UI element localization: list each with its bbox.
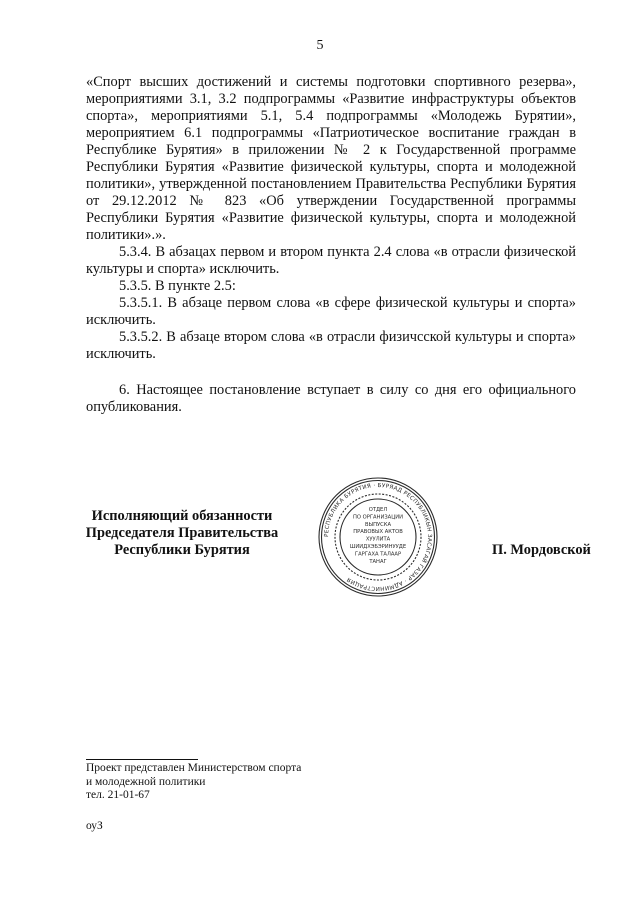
signatory-title-line: Председателя Правительства <box>85 525 279 541</box>
item-5-3-4: 5.3.4. В абзацах первом и втором пункта 2.4 слова «в отрасли физической культуры и спорта» исключить. <box>86 244 576 277</box>
footnote-divider <box>86 759 198 760</box>
signatory-title-line: Исполняющий обязанности <box>91 508 273 524</box>
official-seal-stamp <box>316 475 440 599</box>
signatory-title <box>72 508 292 559</box>
footnote-phone: тел. 21-01-67 <box>86 789 150 801</box>
seal-center-line: ВЫПУСКА <box>364 521 392 528</box>
signatory-title-line: Республики Бурятия <box>114 542 250 558</box>
seal-ring-text: РЕСПУБЛИКА БУРЯТИЯ · БУРЯАД РЕСПУБЛИКЫН ЗАСАГАЙ ГАЗАР · АДМИНИСТРАЦИЯ <box>323 482 433 592</box>
footnote <box>86 762 301 803</box>
paragraph-continuation: «Спорт высших достижений и системы подготовки спортивного резерва», мероприятиями 3.1, 3.2 подпрограммы «Развитие инфраструктуры объектов спорта», мероприятиями 5.1, 5.4 подпрограммы «Молодежь Бурятии», мероприятием 6.1 подпрограммы «Патриотическое воспитание граждан в Республике Бурятия» в приложении № 2 к Государственной программе Республики Бурятия «Развитие физической культуры, спорта и молодежной политики», утвержденной постановлением Правительства Республики Бурятия от 29.12.2012 № 823 «Об утверждении Государственной программы Республики Бурятия «Развитие физической культуры, спорта и молодежной политики».». <box>86 74 576 243</box>
seal-center-line: ПО ОРГАНИЗАЦИИ <box>352 514 404 521</box>
seal-center-line: ХУУЛИТА <box>365 536 391 543</box>
item-6: 6. Настоящее постановление вступает в силу со дня его официального опубликования. <box>86 382 576 415</box>
seal-center-line: ШИИДХЭБЭРИНУУДЕ <box>349 544 407 550</box>
page-number: 5 <box>316 38 324 53</box>
seal-center-line: ТАНАГ <box>369 558 387 565</box>
seal-center-line: ГАРГАХА ТАЛААР <box>354 551 402 558</box>
footnote-line: Проект представлен Министерством спорта <box>86 762 302 774</box>
signatory-name: П. Мордовской <box>492 542 591 558</box>
seal-center-line: ОТДЕЛ <box>368 507 388 513</box>
item-5-3-5: 5.3.5. В пункте 2.5: <box>119 278 236 294</box>
sender-code: оуЗ <box>86 820 103 832</box>
item-5-3-5-1: 5.3.5.1. В абзаце первом слова «в сфере физической культуры и спорта» исключить. <box>86 295 576 328</box>
document-body <box>86 74 576 416</box>
seal-center-line: ПРАВОВЫХ АКТОВ <box>353 529 403 536</box>
item-5-3-5-2: 5.3.5.2. В абзаце втором слова «в отрасли физичсской культуры и спорта» исключить. <box>86 329 576 362</box>
footnote-line: и молодежной политики <box>86 775 206 788</box>
